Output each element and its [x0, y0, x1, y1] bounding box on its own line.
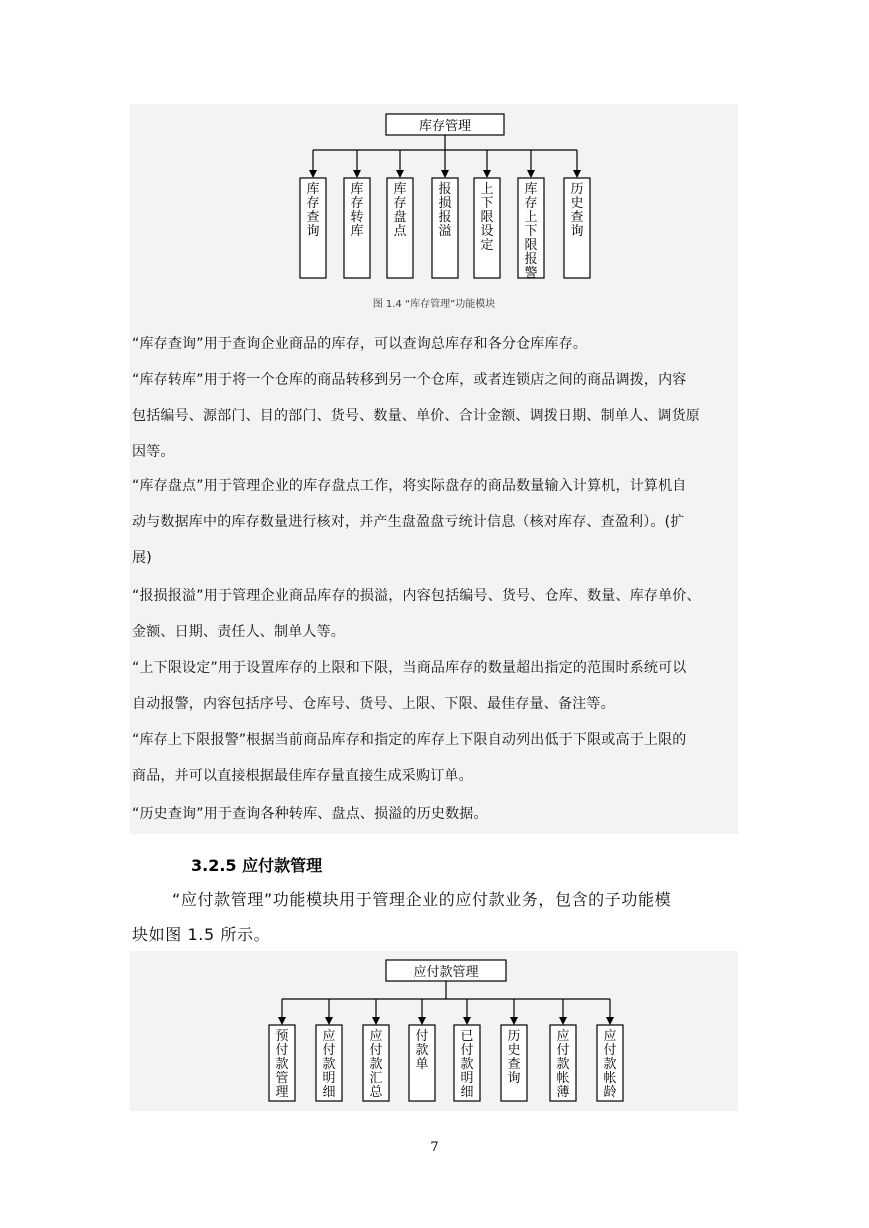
child-label: 应付款汇总: [369, 1029, 383, 1100]
page-number: 7: [430, 1140, 439, 1155]
arrowhead-icon: [441, 170, 449, 178]
arrowhead-icon: [309, 170, 317, 178]
child-label: 历史查询: [570, 182, 584, 239]
text-line: 自动报警，内容包括序号、仓库号、货号、上限、下限、最佳存量、备注等。: [132, 696, 615, 712]
arrowhead-icon: [527, 170, 535, 178]
child-label: 应付款明细: [322, 1029, 336, 1100]
text-line: “库存上下限报警”根据当前商品库存和指定的库存上下限自动列出低于下限或高于上限的: [132, 732, 687, 748]
text-line: 因等。: [132, 444, 175, 460]
child-label: 历史查询: [507, 1029, 521, 1086]
figure1-root-label: 库存管理: [418, 119, 472, 134]
arrowhead-icon: [510, 1017, 518, 1025]
text-line: 金额、日期、责任人、制单人等。: [132, 624, 345, 640]
child-label: 应付款帐薄: [556, 1029, 570, 1100]
arrowhead-icon: [372, 1017, 380, 1025]
arrowhead-icon: [573, 170, 581, 178]
text-line: “报损报溢”用于管理企业商品库存的损溢，内容包括编号、货号、仓库、数量、库存单价、: [132, 588, 701, 604]
child-label: 库存转库: [350, 182, 364, 239]
paragraph-inventory-count: [132, 468, 740, 576]
arrowhead-icon: [606, 1017, 614, 1025]
child-label: 付款单: [415, 1029, 429, 1072]
figure2-diagram: [0, 950, 869, 1110]
arrowhead-icon: [278, 1017, 286, 1025]
child-label: 报损报溢: [438, 182, 452, 239]
text-line: “历史查询”用于查询各种转库、盘点、损溢的历史数据。: [132, 806, 488, 822]
child-label: 上下限设定: [480, 182, 494, 253]
paragraph-limit-alarm: [132, 722, 740, 794]
text-line: “库存盘点”用于管理企业的库存盘点工作，将实际盘存的商品数量输入计算机，计算机自: [132, 478, 687, 494]
child-label: 库存盘点: [393, 182, 407, 239]
paragraph-inventory-transfer: [132, 362, 740, 470]
child-label: 库存查询: [306, 182, 320, 239]
figure2-root-label: 应付款管理: [413, 965, 479, 980]
child-label: 已付款明细: [460, 1029, 474, 1100]
arrowhead-icon: [463, 1017, 471, 1025]
figure1-diagram: [0, 0, 869, 300]
text-line: “库存转库”用于将一个仓库的商品转移到另一个仓库，或者连锁店之间的商品调拨，内容: [132, 372, 687, 388]
text-line: 展): [132, 550, 152, 566]
arrowhead-icon: [396, 170, 404, 178]
paragraph-limit-setting: [132, 650, 740, 722]
arrowhead-icon: [559, 1017, 567, 1025]
arrowhead-icon: [483, 170, 491, 178]
text-line: 包括编号、源部门、目的部门、货号、数量、单价、合计金额、调拨日期、制单人、调货原: [132, 408, 700, 424]
child-label: 库存上下限报警: [524, 182, 538, 281]
text-line: “库存查询”用于查询企业商品的库存，可以查询总库存和各分仓库库存。: [132, 336, 588, 352]
section-heading: 3.2.5 应付款管理: [191, 856, 323, 875]
arrowhead-icon: [325, 1017, 333, 1025]
text-line: “上下限设定”用于设置库存的上限和下限，当商品库存的数量超出指定的范围时系统可以: [132, 660, 687, 676]
text-line: 动与数据库中的库存数量进行核对，并产生盘盈盘亏统计信息（核对库存、查盈利）。(扩: [132, 514, 685, 530]
child-label: 预付款管理: [275, 1029, 289, 1100]
paragraph-history-query: [132, 796, 740, 832]
section-intro-line1: “应付款管理”功能模块用于管理企业的应付款业务，包含的子功能模: [172, 890, 672, 909]
paragraph-loss-overflow: [132, 578, 740, 650]
child-label: 应付款帐龄: [603, 1029, 617, 1100]
arrowhead-icon: [353, 170, 361, 178]
text-line: 商品，并可以直接根据最佳库存量直接生成采购订单。: [132, 768, 473, 784]
section-intro-line2: 块如图 1.5 所示。: [132, 925, 271, 944]
arrowhead-icon: [418, 1017, 426, 1025]
figure1-caption: 图 1.4 “库存管理”功能模块: [372, 299, 496, 310]
paragraph-inventory-query: [132, 326, 740, 362]
